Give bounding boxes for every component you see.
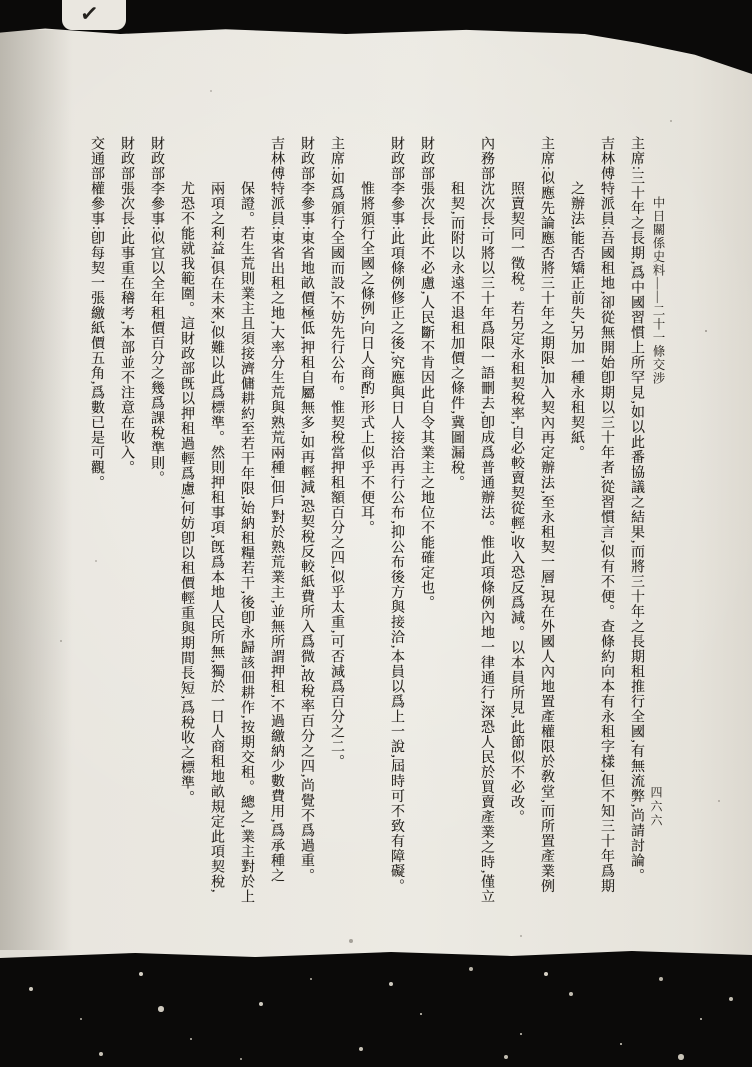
text-column: 惟將頒行全國之條例,向日人商酌,形式上似乎不便耳。 — [359, 181, 374, 535]
text-column: 尤恐不能就我範圍。這財政部旣以押租過輕爲慮,何妨卽以租價輕重與期間長短,爲稅收之標準。 — [179, 181, 194, 805]
checkmark-annotation: ✓ — [78, 0, 100, 27]
text-column: 吉林傅特派員:吾國租地,卻從無開始卽期以三十年者,從習慣言,似有不便。查條約向本有永租字樣,但不知三十年爲期 — [599, 136, 614, 894]
running-head-title: 中日關係史料——二十一條交涉 — [651, 196, 665, 385]
text-column: 交通部權參事:卽每契一張繳紙價五角,爲數已是可觀。 — [89, 136, 104, 491]
text-column: 兩項之利益,俱在未來,似難以此爲標準。然則押租事項,旣爲本地人民所無,獨於一日人商租地畝規定此項契稅, — [209, 181, 224, 894]
text-column: 財政部李參事:東省地畝價極低,押租自屬無多,如再輕減,恐契稅反較紙費所入爲微,故稅率百分之四,尚覺不爲過重。 — [299, 136, 314, 884]
paper-specks — [0, 0, 2, 2]
text-column: 之辦法,能否矯正前失,另加一種永租契紙。 — [569, 181, 584, 460]
text-column: 財政部張次長:此事重在稽考,本部並不注意在收入。 — [119, 136, 134, 476]
text-column: 保證。若生荒則業主且須接濟傭耕約至若干年限,始納租糧若干,後卽永歸該佃耕作,按期交租。總之,業主對於上 — [239, 181, 254, 904]
text-column: 主席:三十年之長期,爲中國習慣上所罕見,如以此番協議之結果,而將三十年之長期租推行全國,有無流弊,尚請討論。 — [629, 136, 644, 884]
scan-artifact-bottom-band — [0, 948, 752, 1067]
text-column: 內務部沈次長:可將以三十年爲限一語刪去,卽成爲普通辦法。惟此項條例內地一律通行,深恐人民於買賣產業之時,僅立 — [479, 136, 494, 905]
text-column: 財政部李參事:此項條例修正之後,究應與日人接洽再行公布,抑公布後方與接洽,本員以爲上一說,屆時可不致有障礙。 — [389, 136, 404, 894]
text-column: 照賣契同一徵稅。若另定永租契稅率,自必較賣契從輕,收入恐反爲減。以本員所見,此節似不必改。 — [509, 181, 524, 825]
text-block — [75, 136, 645, 960]
text-column: 吉林傅特派員:東省出租之地,大率分生荒與熟荒兩種,佃戶對於熟荒業主,並無所謂押租,不過繳納少數費用,爲承種之 — [269, 136, 284, 884]
binding-shadow — [0, 30, 72, 950]
page-number: 四六六 — [649, 786, 663, 828]
text-column: 財政部張次長:此不必慮,人民斷不肯因此自令其業主之地位不能確定也。 — [419, 136, 434, 611]
text-column: 主席:似應先論應否將三十年之期限,加入契內再定辦法,至永租契一層,現在外國人內地置產權限於敎堂,而所置產業例 — [539, 136, 554, 894]
text-column: 財政部李參事:似宜以全年租價百分之幾爲課稅準則。 — [149, 136, 164, 486]
scan-artifact-top-right-wedge — [548, 0, 752, 74]
text-column: 租契,而附以永遠不退租加價之條件,冀圖漏稅。 — [449, 181, 464, 490]
text-column: 主席:如爲頒行全國而設,不妨先行公布。惟契稅當押租額百分之四,似乎太重,可否減爲百分之二。 — [329, 136, 344, 770]
